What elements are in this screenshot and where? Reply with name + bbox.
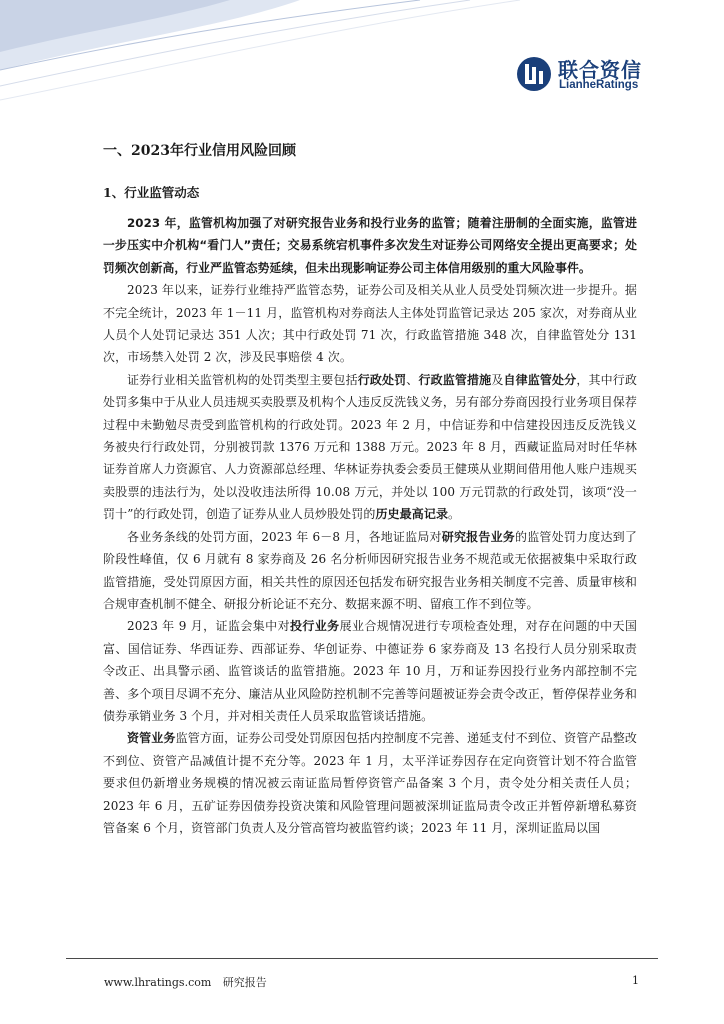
bold-keyword: 行政处罚 [357, 372, 407, 387]
company-logo [516, 54, 646, 96]
footer-divider [66, 958, 658, 959]
lianhe-logo-icon [516, 56, 552, 92]
footer-url[interactable]: www.lhratings.com [104, 976, 212, 989]
footer-info [104, 974, 275, 990]
text-run: 2023 年 9 月，证监会集中对 [127, 619, 290, 634]
paragraph-list [103, 212, 637, 839]
text-run: 证券行业相关监管机构的处罚类型主要包括 [127, 372, 358, 387]
text-run: 及 [491, 372, 504, 387]
text-run: 各业务条线的处罚方面，2023 年 6－8 月，各地证监局对 [127, 529, 442, 544]
text-run: 、 [406, 372, 419, 387]
page-number: 1 [632, 974, 639, 987]
text-run: ，其中行政处罚多集中于从业人员违规买卖股票及机构个人违反反洗钱义务，另有部分券商因投行业务项目保荐过程中未勤勉尽责受到监管机构的行政处罚。2023 年 2 月，中信证券和中信建投因违反反洗钱义务被央行行政处罚，分别被罚款 1376 万元和 1388 万元。2023 年 8 月，西藏证监局对时任华林证券首席人力资源官、人力资源部总经理、华林证券执委会委员王健瑛从业期间借用他人账户违规买卖股票的违法行为，处以没收违法所得 10.08 万元，并处以 100 万元罚款的行政处罚，该项“没一罚十”的行政处罚，创造了证券从业人员炒股处罚的 [103, 372, 637, 522]
lead-paragraph: 2023 年，监管机构加强了对研究报告业务和投行业务的监管；随着注册制的全面实施，监管进一步压实中介机构“看门人”责任；交易系统宕机事件多次发生对证券公司网络安全提出更高要求；处罚频次创新高，行业严监管态势延续，但未出现影响证券公司主体信用级别的重大风险事件。 [103, 216, 637, 275]
section-title: 一、2023年行业信用风险回顾 [103, 143, 296, 159]
text-run: 监管方面，证券公司受处罚原因包括内控制度不完善、递延支付不到位、资管产品整改不到位、资管产品减值计提不充分等。2023 年 1 月，太平洋证券因存在定向资管计划不符合监管要求但仍新增业务规模的情况被云南证监局暂停资管产品备案 3 个月，责令处分相关责任人员；2023 年 6 月，五矿证券因债券投资决策和风险管理问题被深圳证监局责令改正并暂停新增私募资管备案 6 个月，资管部门负责人及分管高管均被监管约谈；2023 年 11 月，深圳证监局以国 [103, 731, 637, 835]
body-paragraph [103, 727, 637, 839]
body-paragraph [103, 615, 637, 727]
subsection-title: 1、行业监管动态 [103, 185, 200, 200]
logo-english-name: LianheRatings [559, 79, 639, 91]
bold-keyword: 历史最高记录 [375, 507, 449, 522]
bold-keyword: 行政监管措施 [418, 372, 492, 387]
text-run: 展业合规情况进行专项检查处理，对存在问题的中天国富、国信证券、华西证券、西部证券、华创证券、中德证券 6 家券商及 13 名投行人员分别采取责令改正、出具警示函、监管谈话的监管措施。2023 年 10 月，万和证券因投行业务内部控制不完善、多个项目尽调不充分、廉洁从业风险防控机制不完善等问题被证券会责令改正，暂停保荐业务和债券承销业务 3 个月，并对相关责任人员采取监管谈话措施。 [103, 619, 637, 723]
body-paragraph [103, 369, 637, 526]
footer-label: 研究报告 [222, 976, 267, 989]
bold-keyword: 资管业务 [127, 731, 176, 746]
text-run: 。 [448, 507, 461, 522]
text-run: 的监管处罚力度达到了阶段性峰值，仅 6 月就有 8 家券商及 26 名分析师因研究报告业务不规范或无依据被集中采取行政监管措施，受处罚原因方面，相关共性的原因还包括发布研究报告业务相关制度不完善、质量审核和合规审查机制不健全、研报分析论证不充分、数据来源不明、留痕工作不到位等。 [103, 529, 637, 611]
body-paragraph [103, 526, 637, 616]
body-paragraph [103, 279, 637, 369]
text-run: 2023 年以来，证券行业维持严监管态势，证券公司及相关从业人员受处罚频次进一步提升。据不完全统计，2023 年 1－11 月，监管机构对券商法人主体处罚监管记录达 205 家次，对券商从业人员个人处罚记录达 351 人次；其中行政处罚 71 次，行政监管措施 348 次，自律监管处分 131 次，市场禁入处罚 2 次，涉及民事赔偿 4 次。 [103, 283, 637, 365]
document-body [103, 140, 637, 839]
bold-keyword: 自律监管处分 [503, 372, 577, 387]
bold-keyword: 研究报告业务 [441, 529, 515, 544]
bold-keyword: 投行业务 [289, 619, 340, 634]
logo-chinese-name: 联合资信 [558, 58, 642, 82]
